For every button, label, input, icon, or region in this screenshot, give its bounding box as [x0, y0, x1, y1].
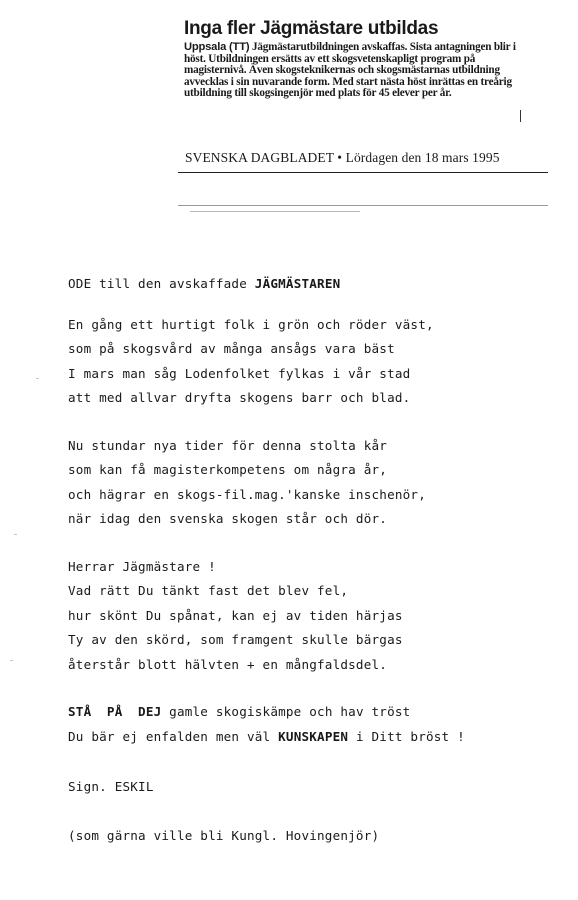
poem-line-prefix: Du bär ej enfalden men väl [68, 728, 279, 744]
stanza-3 [68, 555, 548, 678]
clipping-body [184, 42, 520, 100]
knowledge-bold: KUNSKAPEN [278, 728, 349, 744]
divider-rule [190, 211, 360, 212]
poem-line-rest: gamle skogiskämpe och hav tröst [161, 704, 411, 719]
clipping-dateline: Uppsala (TT) [184, 41, 250, 53]
stand-firm-bold: STÅ PÅ DEJ [68, 704, 162, 719]
scan-speck [10, 660, 13, 661]
poem-line: En gång ett hurtigt folk i grön och röder väst, [68, 316, 434, 332]
poem-title-prefix: ODE till den avskaffade [68, 276, 255, 291]
stanza-2 [68, 434, 548, 532]
poem-line: som kan få magisterkompetens om några år, [68, 462, 388, 477]
poem-line: Vad rätt Du tänkt fast det blev fel, [68, 583, 349, 598]
stanza-1 [68, 313, 548, 411]
poem-line [68, 700, 548, 725]
scan-speck [14, 534, 17, 535]
poem-title [68, 272, 548, 297]
poem-line: Ty av den skörd, som framgent skulle bärgas [68, 632, 403, 647]
clipping-headline: Inga fler Jägmästare utbildas [184, 18, 439, 39]
scan-speck [36, 378, 39, 379]
divider-rule [178, 205, 548, 206]
newspaper-clipping [178, 18, 520, 100]
poem-line: återstår blott hälvten + en mångfaldsdel. [68, 656, 388, 672]
divider-rule [178, 172, 548, 173]
poem-line: I mars man såg Lodenfolket fylkas i vår stad [68, 365, 411, 381]
clipping-text: Jägmästarutbildningen avskaffas. Sista antagningen blir i höst. Utbildningen ersätts av ett skogsvetenskapligt program på magisternivå. Även skogsteknikernas och skogsmästarnas utbildning avvecklas i sin nuvarande form. Med start nästa höst inrättas en treårig utbildning till skogsingenjör med plats för 45 elever per år. [184, 41, 516, 100]
clipping-source: SVENSKA DAGBLADET • Lördagen den 18 mars 1995 [185, 150, 500, 165]
poem-line: Nu stundar nya tider för denna stolta kår [68, 437, 388, 453]
poem [68, 272, 548, 848]
poem-line: som på skogsvård av många ansågs vara bäst [68, 341, 395, 356]
poem-line-suffix: i Ditt bröst ! [348, 728, 465, 744]
poem-line: Herrar Jägmästare ! [68, 558, 216, 574]
margin-mark [520, 110, 521, 122]
poem-line: och hägrar en skogs-fil.mag.'kanske inschenör, [68, 486, 426, 502]
footnote: (som gärna ville bli Kungl. Hovingenjör) [68, 827, 380, 843]
signature: Sign. ESKIL [68, 779, 154, 794]
poem-line: att med allvar dryfta skogens barr och blad. [68, 390, 411, 405]
closing-stanza [68, 700, 548, 749]
poem-line [68, 725, 548, 750]
poem-line: hur skönt Du spånat, kan ej av tiden härjas [68, 607, 403, 623]
poem-line: när idag den svenska skogen står och dör. [68, 511, 388, 526]
poem-title-bold: JÄGMÄSTAREN [254, 276, 341, 291]
